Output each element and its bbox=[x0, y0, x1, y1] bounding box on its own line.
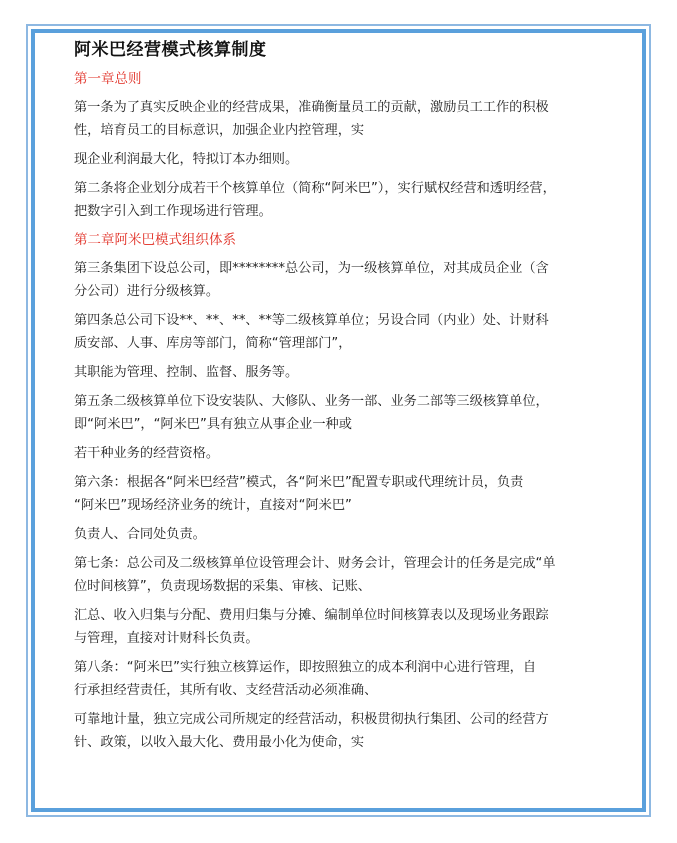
article-6-line: 负责人、合同处负责。 bbox=[74, 527, 206, 542]
article-4-line: 第四条总公司下设**、**、**、**等二级核算单位；另设合同（内业）处、计财科 bbox=[74, 313, 549, 328]
article-7-line: 汇总、收入归集与分配、费用归集与分摊、编制单位时间核算表以及现场业务跟踪 bbox=[74, 608, 549, 623]
article-8-line: 针、政策，以收入最大化、费用最小化为使命，实 bbox=[74, 735, 365, 750]
article-8-line: 行承担经营责任，其所有收、支经营活动必须准确、 bbox=[74, 683, 378, 698]
article-3-line: 分公司）进行分级核算。 bbox=[74, 284, 220, 299]
article-5-line: 若干种业务的经营资格。 bbox=[74, 446, 220, 461]
article-8-line: 第八条：“阿米巴”实行独立核算运作，即按照独立的成本利润中心进行管理，自 bbox=[74, 660, 537, 675]
document-body bbox=[74, 38, 606, 760]
article-6 bbox=[74, 471, 606, 546]
article-1-line: 性，培育员工的目标意识，加强企业内控管理，实 bbox=[74, 123, 365, 138]
chapter-1-heading: 第一章总则 bbox=[74, 71, 142, 87]
article-2-line: 把数字引入到工作现场进行管理。 bbox=[74, 204, 272, 219]
article-1-line: 第一条为了真实反映企业的经营成果，准确衡量员工的贡献，激励员工工作的积极 bbox=[74, 100, 549, 115]
article-5-line: 第五条二级核算单位下设安装队、大修队、业务一部、业务二部等三级核算单位， bbox=[74, 394, 549, 409]
article-7 bbox=[74, 552, 606, 650]
article-6-line: 第六条：根据各“阿米巴经营”模式，各“阿米巴”配置专职或代理统计员，负责 bbox=[74, 475, 524, 490]
article-4 bbox=[74, 309, 606, 384]
article-3 bbox=[74, 257, 606, 303]
article-3-line: 第三条集团下设总公司，即********总公司，为一级核算单位，对其成员企业（含 bbox=[74, 261, 549, 276]
article-7-line: 与管理，直接对计财科长负责。 bbox=[74, 631, 259, 646]
article-4-line: 其职能为管理、控制、监督、服务等。 bbox=[74, 365, 299, 380]
article-7-line: 位时间核算”，负责现场数据的采集、审核、记账、 bbox=[74, 579, 371, 594]
article-1 bbox=[74, 96, 606, 171]
article-1-line: 现企业利润最大化，特拟订本办细则。 bbox=[74, 152, 299, 167]
article-2-line: 第二条将企业划分成若干个核算单位（简称“阿米巴”），实行赋权经营和透明经营， bbox=[74, 181, 556, 196]
article-5-line: 即“阿米巴”，“阿米巴”具有独立从事企业一种或 bbox=[74, 417, 352, 432]
article-4-line: 质安部、人事、库房等部门，简称“管理部门”， bbox=[74, 336, 352, 351]
article-2 bbox=[74, 177, 606, 223]
chapter-2-heading: 第二章阿米巴模式组织体系 bbox=[74, 232, 236, 248]
article-8-line: 可靠地计量，独立完成公司所规定的经营活动，积极贯彻执行集团、公司的经营方 bbox=[74, 712, 549, 727]
article-7-line: 第七条：总公司及二级核算单位设管理会计、财务会计，管理会计的任务是完成“单 bbox=[74, 556, 556, 571]
article-6-line: “阿米巴”现场经济业务的统计，直接对“阿米巴” bbox=[74, 498, 352, 513]
document-title: 阿米巴经营模式核算制度 bbox=[74, 40, 267, 60]
article-5 bbox=[74, 390, 606, 465]
article-8 bbox=[74, 656, 606, 754]
